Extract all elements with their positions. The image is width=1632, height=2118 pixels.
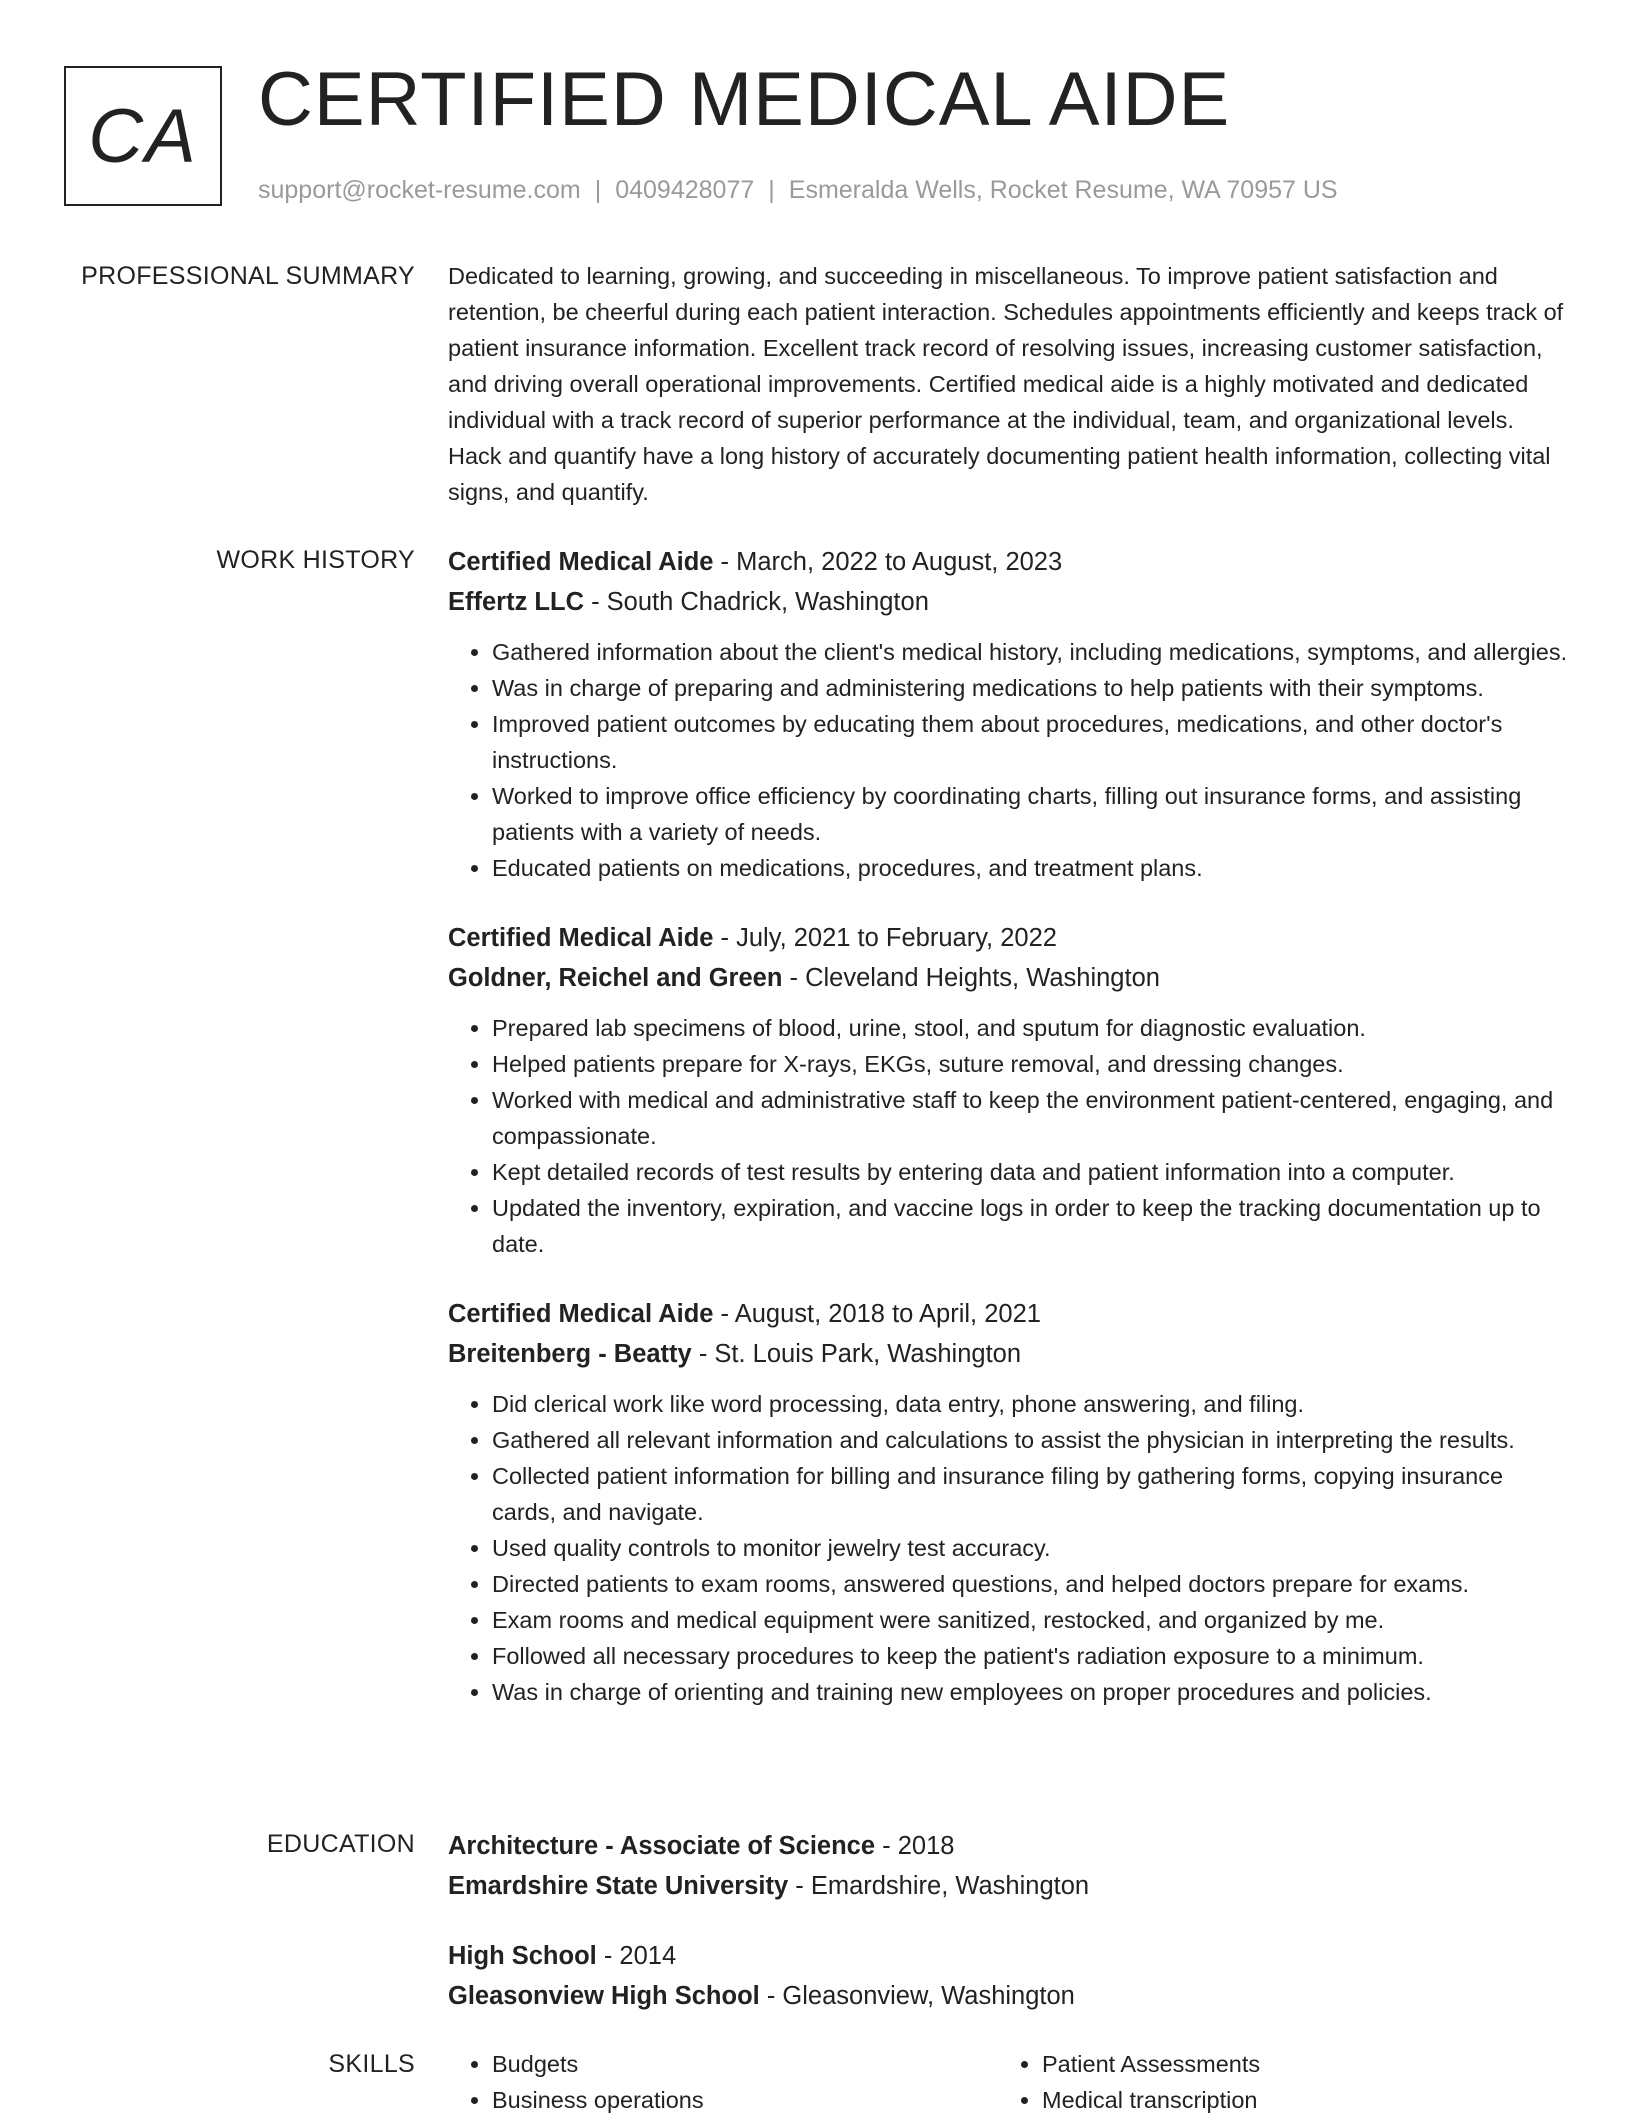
contact-line [258,176,1338,205]
contact-separator: | [594,176,602,204]
job-bullets [448,1386,1570,1710]
skill-item: • Patient Assessments [1042,2046,1548,2082]
list-item: • Did clerical work like word processing, data entry, phone answering, and filing. [492,1386,1570,1422]
list-item: • Exam rooms and medical equipment were sanitized, restocked, and organized by me. [492,1602,1570,1638]
contact-separator: | [768,176,775,204]
school-line [448,1866,1570,1906]
list-item: • Followed all necessary procedures to keep the patient's radiation exposure to a minimum. [492,1638,1570,1674]
school-location: - Gleasonview, Washington [759,1982,1075,2010]
skill-item: • Budgets [492,2046,998,2082]
school: Emardshire State University [448,1872,789,1900]
section-label-skills: SKILLS [328,2050,415,2078]
section-label-work-history: WORK HISTORY [216,546,415,574]
job-company: Effertz LLC [448,588,584,616]
list-item: • Gathered all relevant information and calculations to assist the physician in interpreting the results. [492,1422,1570,1458]
school: Gleasonview High School [448,1982,760,2010]
job-entry [448,542,1570,886]
job-company: Goldner, Reichel and Green [448,964,783,992]
education-entry [448,1936,1570,2016]
list-item: • Prepared lab specimens of blood, urine, stool, and sputum for diagnostic evaluation. [492,1010,1570,1046]
page-title: CERTIFIED MEDICAL AIDE [258,57,1231,142]
job-company: Breitenberg - Beatty [448,1340,692,1368]
job-dates: - August, 2018 to April, 2021 [713,1300,1041,1328]
job-title: Certified Medical Aide [448,1300,714,1328]
list-item: • Improved patient outcomes by educating them about procedures, medications, and other doctor's instructions. [492,706,1570,778]
job-bullets [448,634,1570,886]
degree: High School [448,1942,597,1970]
job-dates: - March, 2022 to August, 2023 [713,548,1063,576]
degree-line [448,1936,1570,1976]
skill-item: • Business operations [492,2082,998,2118]
job-dates: - July, 2021 to February, 2022 [713,924,1057,952]
job-company-line [448,1334,1570,1374]
list-item: • Was in charge of preparing and administering medications to help patients with their symptoms. [492,670,1570,706]
skill-item: • Medical transcription [1042,2082,1548,2118]
job-entry [448,918,1570,1262]
degree: Architecture - Associate of Science [448,1832,876,1860]
job-bullets [448,1010,1570,1262]
section-label-summary: PROFESSIONAL SUMMARY [81,262,415,290]
list-item: • Worked to improve office efficiency by coordinating charts, filling out insurance forms, and assisting patients with a variety of needs. [492,778,1570,850]
degree-year: - 2014 [596,1942,677,1970]
job-location: - St. Louis Park, Washington [691,1340,1022,1368]
job-company-line [448,582,1570,622]
contact-phone[interactable]: 0409428077 [615,176,755,204]
school-line [448,1976,1570,2016]
job-location: - South Chadrick, Washington [584,588,929,616]
monogram: CA [64,66,222,206]
contact-address: Esmeralda Wells, Rocket Resume, WA 70957 US [788,176,1338,204]
list-item: • Educated patients on medications, procedures, and treatment plans. [492,850,1570,886]
list-item: • Used quality controls to monitor jewelry test accuracy. [492,1530,1570,1566]
degree-line [448,1826,1570,1866]
school-location: - Emardshire, Washington [788,1872,1090,1900]
contact-email[interactable]: support@rocket-resume.com [258,176,581,204]
job-location: - Cleveland Heights, Washington [782,964,1160,992]
education-list [448,1826,1570,2046]
education-entry [448,1826,1570,1906]
section-label-education: EDUCATION [266,1830,415,1858]
list-item: • Directed patients to exam rooms, answered questions, and helped doctors prepare for exams. [492,1566,1570,1602]
list-item: • Helped patients prepare for X-rays, EKGs, suture removal, and dressing changes. [492,1046,1570,1082]
job-title: Certified Medical Aide [448,924,714,952]
job-title-line [448,542,1570,582]
job-title: Certified Medical Aide [448,548,714,576]
list-item: • Collected patient information for billing and insurance filing by gathering forms, copying insurance cards, and navigate. [492,1458,1570,1530]
job-title-line [448,1294,1570,1334]
job-title-line [448,918,1570,958]
skills-column-right [998,2046,1548,2118]
list-item: • Kept detailed records of test results by entering data and patient information into a computer. [492,1154,1570,1190]
degree-year: - 2018 [875,1832,955,1860]
list-item: • Worked with medical and administrative staff to keep the environment patient-centered, engaging, and compassionate. [492,1082,1570,1154]
job-company-line [448,958,1570,998]
skills-list [448,2046,1570,2118]
list-item: • Updated the inventory, expiration, and vaccine logs in order to keep the tracking documentation up to date. [492,1190,1570,1262]
skills-column-left [448,2046,998,2118]
list-item: • Gathered information about the client's medical history, including medications, symptoms, and allergies. [492,634,1570,670]
job-entry [448,1294,1570,1710]
work-history-list [448,542,1570,1742]
list-item: • Was in charge of orienting and training new employees on proper procedures and policies. [492,1674,1570,1710]
summary-text: Dedicated to learning, growing, and succeeding in miscellaneous. To improve patient satisfaction and retention, be cheerful during each patient interaction. Schedules appointments efficiently and keeps track of patient insurance information. Excellent track record of resolving issues, increasing customer satisfaction, and driving overall operational improvements. Certified medical aide is a highly motivated and dedicated individual with a track record of superior performance at the individual, team, and organizational levels. Hack and quantify have a long history of accurately documenting patient health information, collecting vital signs, and quantify. [448,263,1564,505]
